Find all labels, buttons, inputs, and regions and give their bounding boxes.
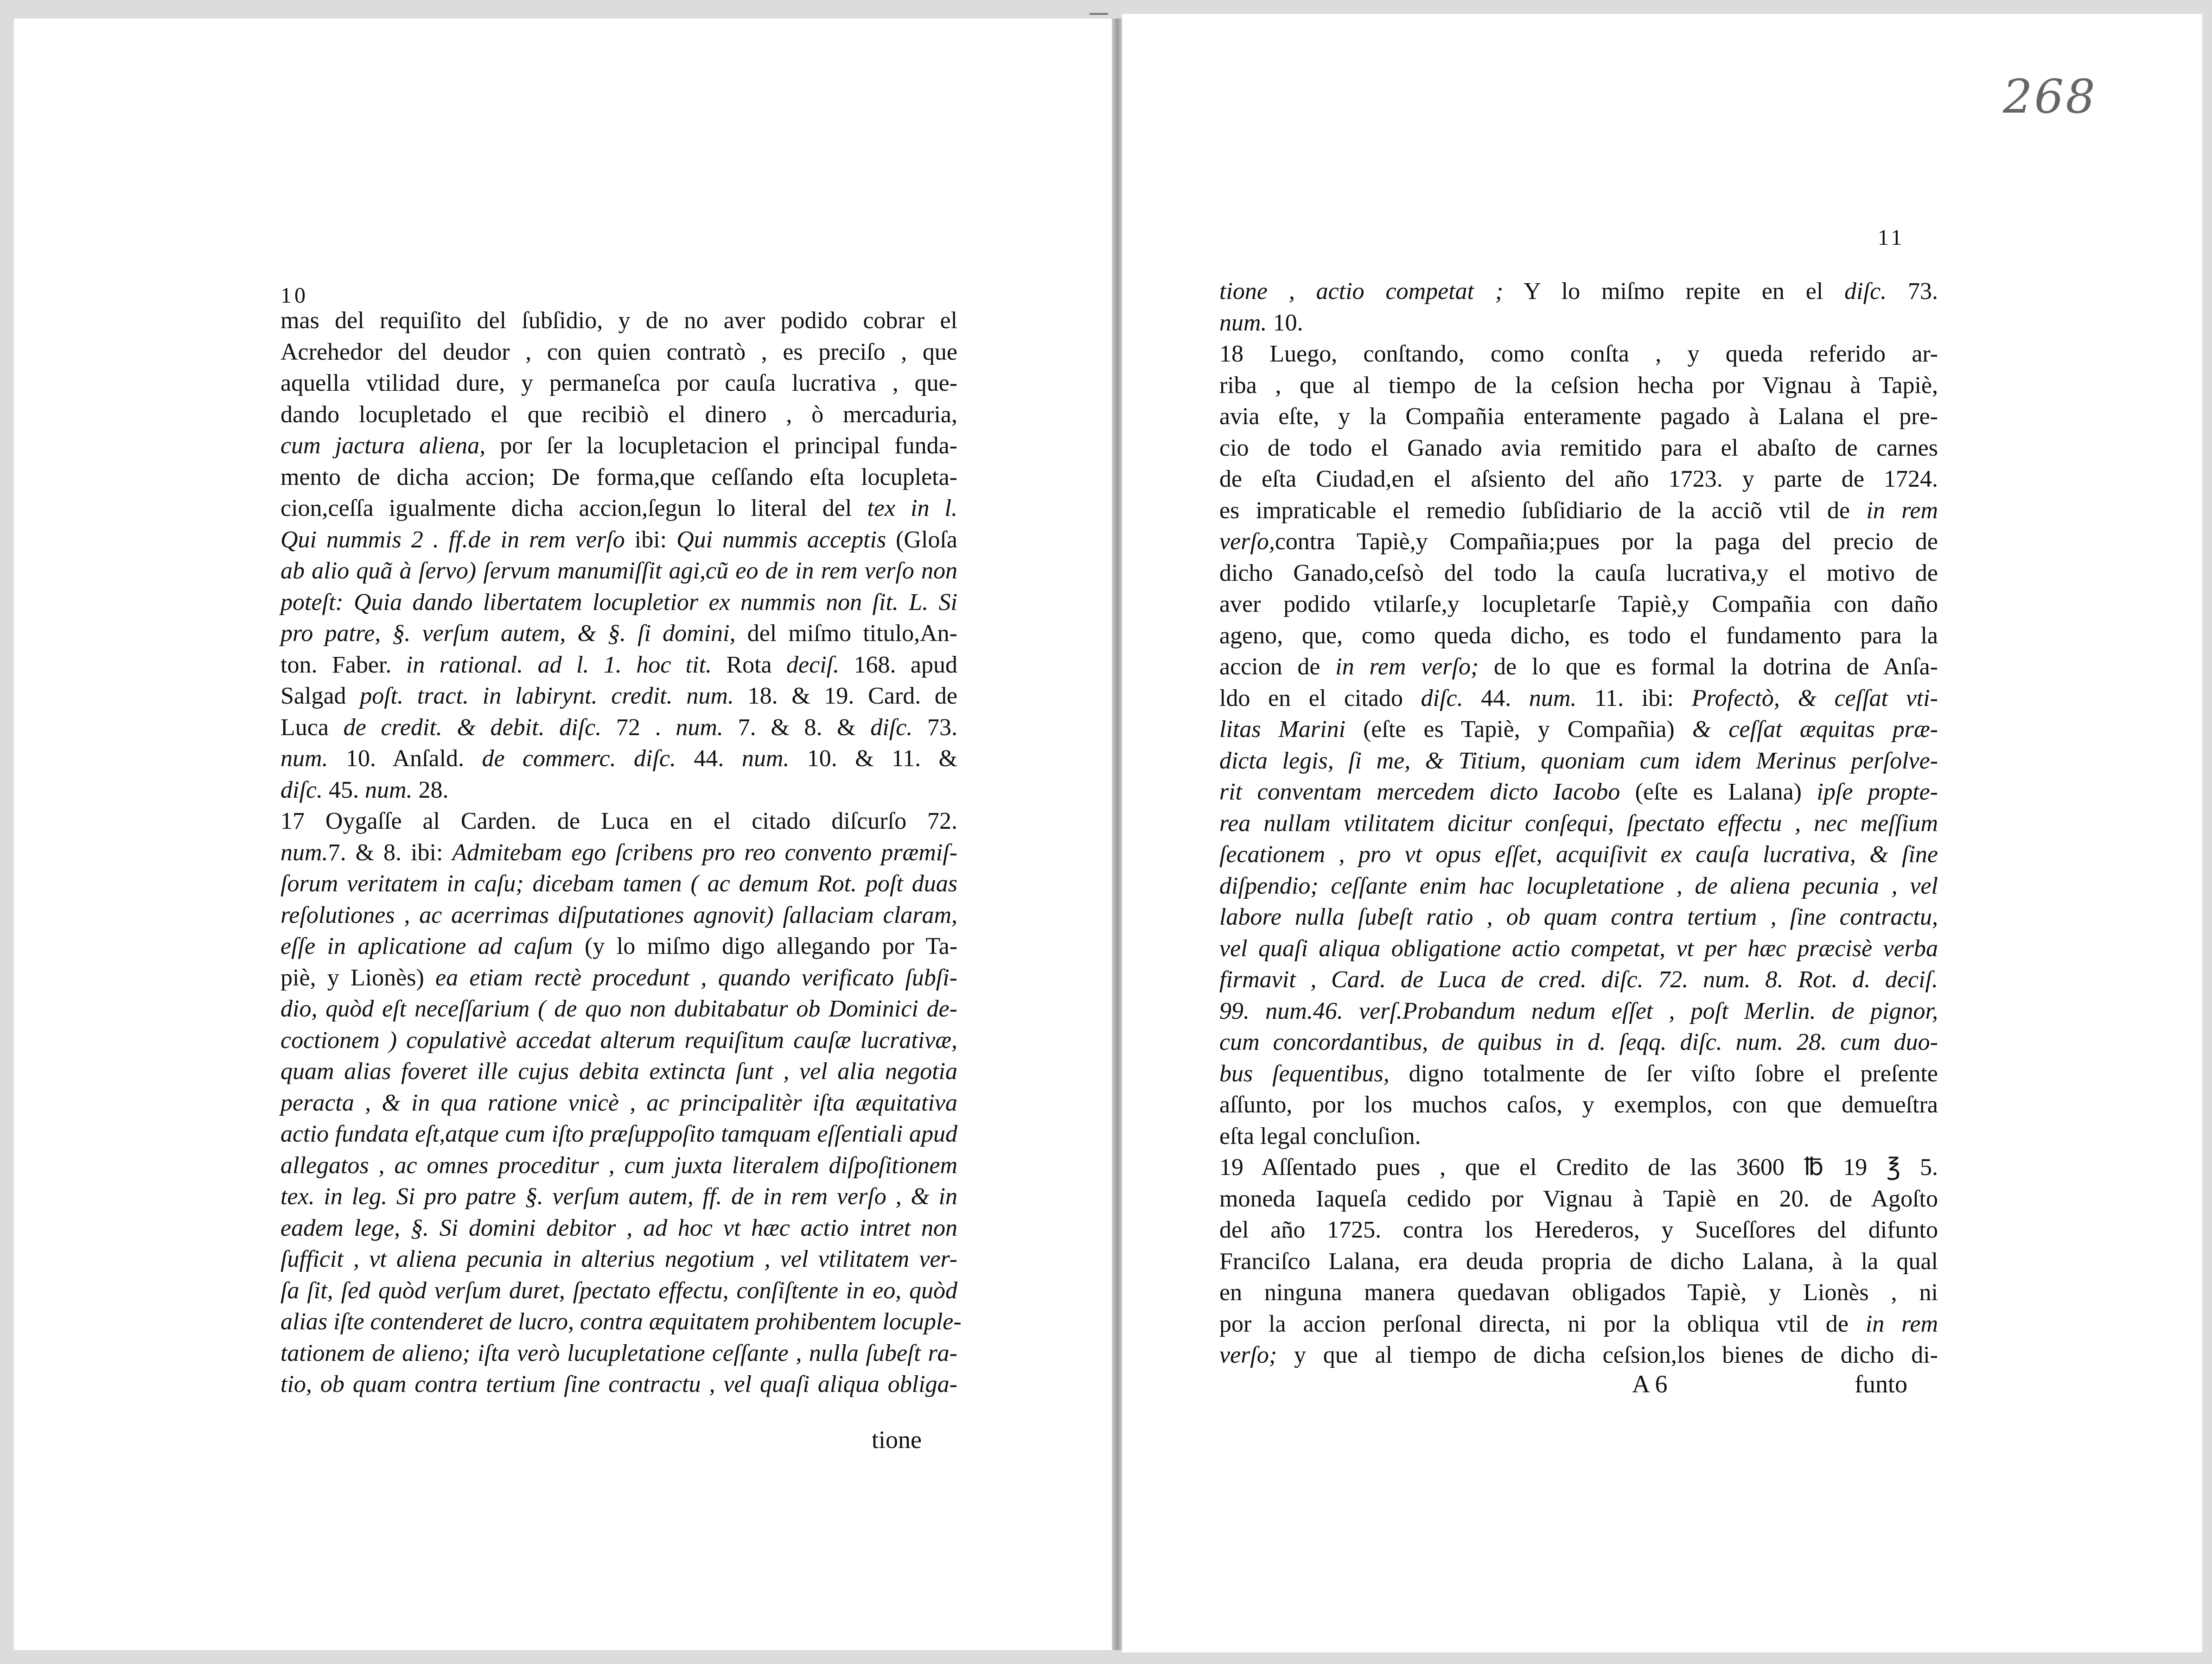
- text-line: [1219, 1214, 1938, 1246]
- italic-text-segment: diſc.: [870, 714, 913, 741]
- text-line: [1219, 1340, 1938, 1371]
- text-segment: moneda Iaqueſa cedido por Vignau à Tapiè en 20. de Agoſto: [1219, 1185, 1938, 1212]
- italic-text-segment: coctionem ) copulativè accedat alterum requiſitum cauſæ lucrativæ,: [280, 1027, 957, 1054]
- italic-text-segment: cum jactura aliena,: [280, 432, 486, 459]
- text-segment: 18 Luego, conſtando, como conſta , y queda referido ar-: [1219, 341, 1938, 367]
- text-line: [1219, 1121, 1938, 1152]
- text-segment: piè, y Lionès): [280, 964, 436, 991]
- italic-text-segment: bus ſequentibus,: [1219, 1060, 1390, 1087]
- text-line: [280, 618, 957, 649]
- left-catchword: tione: [872, 1426, 922, 1454]
- italic-text-segment: actio fundata eſt,atque cum iſto præſuppoſito tamquam eſſentiali apud: [280, 1121, 957, 1147]
- italic-text-segment: labore nulla ſubeſt ratio , ob quam contra tertium , ſine contractu,: [1219, 904, 1938, 930]
- text-segment: (eſte es Tapiè, y Compañia): [1345, 716, 1692, 743]
- text-segment: 73.: [912, 714, 957, 741]
- text-line: [1219, 558, 1938, 589]
- text-segment: 7. & 8. &: [723, 714, 871, 741]
- italic-text-segment: ſa ſit, ſed quòd verſum duret, ſpectato effectu, conſiſtente in eo, quòd: [280, 1277, 957, 1304]
- text-segment: es impraticable el remedio ſubſidiario de la acciõ vtil de: [1219, 497, 1867, 524]
- text-segment: y que al tiempo de dicha ceſsion,los bienes de dicho di-: [1277, 1342, 1938, 1368]
- text-line: [1219, 996, 1938, 1027]
- italic-text-segment: firmavit , Card. de Luca de cred. diſc. 72. num. 8. Rot. d. deciſ.: [1219, 966, 1938, 993]
- text-line: [280, 493, 957, 524]
- italic-text-segment: Qui nummis acceptis: [676, 526, 886, 553]
- italic-text-segment: litas Marini: [1219, 716, 1346, 743]
- text-segment: en ninguna manera quedavan obligados Tapiè, y Lionès , ni: [1219, 1279, 1938, 1306]
- text-segment: aver podido vtilarſe,y locupletarſe Tapiè,y Compañia con daño: [1219, 591, 1938, 617]
- text-segment: [476, 558, 483, 584]
- text-segment: (Gloſa: [886, 526, 958, 553]
- text-line: [280, 1087, 957, 1119]
- text-line: [280, 680, 957, 712]
- italic-text-segment: in rem verſo;: [1335, 654, 1479, 680]
- text-line: [1219, 776, 1938, 808]
- text-line: [280, 1056, 957, 1087]
- text-line: [1219, 1089, 1938, 1121]
- text-line: [1219, 370, 1938, 401]
- italic-text-segment: num.: [280, 839, 328, 866]
- text-line: [280, 555, 957, 587]
- text-segment: por la accion perſonal directa, ni por la obliqua vtil de: [1219, 1310, 1866, 1337]
- text-line: [280, 868, 957, 900]
- italic-text-segment: tio, ob quam contra tertium ſine contractu , vel quaſi aliqua obliga-: [280, 1371, 957, 1397]
- text-segment: 72 .: [601, 714, 676, 741]
- italic-text-segment: poteſt: Quia dando libertatem locupletior ex nummis non ſit. L. Si: [280, 589, 957, 616]
- italic-text-segment: diſc.: [280, 776, 323, 803]
- text-segment: de eſta Ciudad,en el aſsiento del año 1723. y parte de 1724.: [1219, 466, 1938, 492]
- italic-text-segment: vel quaſi aliqua obligatione actio competat, vt per hæc præcisè verba: [1219, 935, 1938, 962]
- text-line: [280, 430, 957, 462]
- text-segment: 11. ibi:: [1576, 685, 1692, 711]
- text-segment: cion,ceſſa igualmente dicha accion,ſegun lo literal del: [280, 495, 867, 521]
- text-segment: Franciſco Lalana, era deuda propria de dicho Lalana, à la qual: [1219, 1248, 1938, 1275]
- text-line: [1219, 902, 1938, 933]
- text-segment: (y lo miſmo digo allegando por Ta-: [573, 933, 958, 959]
- text-line: [280, 462, 957, 493]
- text-line: [280, 1213, 957, 1244]
- text-line: [280, 1150, 957, 1181]
- italic-text-segment: in rem: [1865, 1310, 1938, 1337]
- text-line: [1219, 401, 1938, 432]
- text-segment: 45.: [322, 776, 365, 803]
- text-line: [280, 993, 957, 1025]
- text-segment: 73.: [1887, 278, 1938, 305]
- text-line: [280, 1275, 957, 1307]
- top-mark: [1090, 13, 1108, 15]
- text-segment: ageno, que, como queda dicho, es todo el fundamento para la: [1219, 622, 1938, 649]
- text-line: [1219, 714, 1938, 745]
- italic-text-segment: verſo;: [1219, 1342, 1277, 1368]
- italic-text-segment: & ceſſat æquitas præ-: [1692, 716, 1938, 743]
- text-line: [1219, 1027, 1938, 1058]
- italic-text-segment: ſufficit , vt aliena pecunia in alterius negotium , vel vtilitatem ver-: [280, 1246, 957, 1272]
- italic-text-segment: reſolutiones , ac acerrimas diſputationes agnovit) ſallaciam claram,: [280, 902, 957, 928]
- text-line: [1219, 526, 1938, 558]
- text-line: [1219, 651, 1938, 683]
- text-segment: de lo que es formal la dotrina de Anſa-: [1479, 654, 1938, 680]
- italic-text-segment: num.: [1529, 685, 1577, 711]
- text-segment: del año 1725. contra los Herederos, y Suceſſores del difunto: [1219, 1217, 1938, 1243]
- italic-text-segment: Admitebam ego ſcribens pro reo convento præmiſ-: [452, 839, 957, 866]
- text-line: [1219, 808, 1938, 839]
- italic-text-segment: poſt. tract. in labirynt. credit. num.: [360, 683, 734, 709]
- italic-text-segment: num.: [1219, 309, 1267, 336]
- text-segment: 168. apud: [839, 651, 957, 678]
- text-line: [280, 806, 957, 837]
- text-line: [1219, 307, 1938, 339]
- text-segment: Y lo miſmo repite en el: [1503, 278, 1845, 305]
- text-line: [280, 524, 957, 556]
- text-line: [1219, 495, 1938, 527]
- text-line: [280, 1181, 957, 1213]
- text-segment: Acrehedor del deudor , con quien contratò , es preciſo , que: [280, 338, 957, 365]
- italic-text-segment: num.: [676, 714, 723, 741]
- italic-text-segment: Qui nummis 2 . ff.de in rem verſo: [280, 526, 625, 553]
- text-segment: Rota: [712, 651, 787, 678]
- text-line: [1219, 464, 1938, 495]
- text-line: [1219, 1183, 1938, 1215]
- text-segment: ton. Faber.: [280, 651, 406, 678]
- italic-text-segment: peracta , & in qua ratione vnicè , ac principalitèr iſta æquitativa: [280, 1089, 957, 1116]
- text-line: [280, 962, 957, 994]
- italic-text-segment: tex. in leg. Si pro patre §. verſum autem, ff. de in rem verſo , & in: [280, 1183, 957, 1210]
- text-segment: 17 Oygaſſe al Carden. de Luca en el citado diſcurſo 72.: [280, 808, 957, 834]
- right-page-number: 11: [1878, 225, 1905, 250]
- text-segment: por ſer la locupletacion el principal funda-: [485, 432, 958, 459]
- text-segment: mas del requiſito del ſubſidio, y de no aver podido cobrar el: [280, 307, 957, 334]
- text-line: [1219, 1246, 1938, 1277]
- text-segment: aquella vtilidad dure, y permaneſca por cauſa lucrativa , que-: [280, 370, 957, 396]
- italic-text-segment: eſſe in aplicatione ad caſum: [280, 933, 573, 959]
- italic-text-segment: allegatos , ac omnes proceditur , cum juxta literalem diſpoſitionem: [280, 1152, 957, 1179]
- left-page: [14, 19, 1113, 1650]
- text-line: [1219, 276, 1938, 307]
- text-line: [1219, 620, 1938, 652]
- italic-text-segment: alias iſte contenderet de lucro, contra æquitatem prohibentem locuple-: [280, 1308, 962, 1335]
- text-segment: 10. & 11. &: [789, 745, 957, 772]
- text-segment: cio de todo el Ganado avia remitido para el abaſto de carnes: [1219, 434, 1938, 461]
- text-segment: contra Tapiè,y Compañia;pues por la paga del precio de: [1275, 528, 1938, 555]
- italic-text-segment: deciſ.: [786, 651, 840, 678]
- text-segment: avia eſte, y la Compañia enteramente pagado à Lalana el pre-: [1219, 403, 1938, 430]
- text-segment: riba , que al tiempo de la ceſsion hecha por Vignau à Tapiè,: [1219, 372, 1938, 399]
- italic-text-segment: de credit. & debit. diſc.: [343, 714, 602, 741]
- text-segment: 7. & 8. ibi:: [328, 839, 453, 866]
- handwritten-folio-number: 268: [2003, 70, 2097, 124]
- text-line: [280, 775, 957, 806]
- text-segment: 44.: [1463, 685, 1529, 711]
- italic-text-segment: eadem lege, §. Si domini debitor , ad hoc vt hæc actio intret non: [280, 1214, 957, 1241]
- text-line: [280, 587, 957, 618]
- italic-text-segment: pro patre, §. verſum autem, & §. ſi domini,: [280, 620, 736, 647]
- italic-text-segment: ipſe propte-: [1817, 779, 1938, 805]
- italic-text-segment: num.: [741, 745, 790, 772]
- text-line: [1219, 1058, 1938, 1090]
- italic-text-segment: quam alias foveret ille cujus debita extincta ſunt , vel alia negotia: [280, 1058, 957, 1085]
- italic-text-segment: rea nullam vtilitatem dicitur conſequi, ſpectato effectu , nec meſſium: [1219, 810, 1938, 837]
- text-line: [280, 1306, 962, 1338]
- text-line: [280, 1338, 957, 1369]
- text-segment: 10.: [1267, 309, 1303, 336]
- text-line: [1219, 870, 1938, 902]
- italic-text-segment: diſc.: [1844, 278, 1887, 305]
- italic-text-segment: Profectò, & ceſſat vti-: [1691, 685, 1938, 711]
- italic-text-segment: tationem de alieno; iſta verò lucupletatione ceſſante , nulla ſubeſt ra-: [280, 1340, 957, 1366]
- text-line: [280, 1369, 957, 1400]
- text-line: [1219, 933, 1938, 965]
- text-line: [280, 900, 957, 931]
- text-line: [1219, 1308, 1938, 1340]
- text-segment: del miſmo titulo,An-: [735, 620, 957, 647]
- italic-text-segment: tex in l.: [867, 495, 957, 521]
- italic-text-segment: tione , actio competat ;: [1219, 278, 1504, 305]
- text-line: [280, 837, 957, 869]
- text-line: [280, 337, 957, 368]
- italic-text-segment: rit conventam mercedem dicto Iacobo: [1219, 779, 1620, 805]
- italic-text-segment: diſpendio; ceſſante enim hac locupletatione , de aliena pecunia , vel: [1219, 872, 1938, 899]
- italic-text-segment: ſecationem , pro vt opus eſſet, acquiſivit ex cauſa lucrativa, & ſine: [1219, 841, 1938, 868]
- right-catchword: funto: [1855, 1370, 1907, 1398]
- text-line: [1219, 745, 1938, 777]
- italic-text-segment: ab alio quã à ſervo): [280, 558, 477, 584]
- text-segment: Luca: [280, 714, 344, 741]
- text-line: [1219, 338, 1938, 370]
- italic-text-segment: 99. num.46. verſ.Probandum nedum eſſet , poſt Merlin. de pignor,: [1219, 997, 1938, 1024]
- text-line: [280, 743, 957, 775]
- italic-text-segment: ſervum manumiſſit agi,cũ eo de in rem verſo non: [483, 558, 958, 584]
- italic-text-segment: num.: [280, 745, 328, 772]
- text-line: [1219, 964, 1938, 996]
- text-line: [280, 368, 957, 399]
- text-line: [1219, 683, 1938, 714]
- italic-text-segment: cum concordantibus, de quibus in d. ſeqq. diſc. num. 28. cum duo-: [1219, 1029, 1938, 1055]
- text-line: [280, 649, 957, 681]
- text-line: [280, 1244, 957, 1275]
- text-segment: mento de dicha accion; De forma,que ceſſando eſta locupleta-: [280, 464, 957, 490]
- text-segment: 18. & 19. Card. de: [733, 683, 957, 709]
- text-segment: digno totalmente de ſer viſto ſobre el preſente: [1389, 1060, 1938, 1087]
- text-segment: accion de: [1219, 654, 1336, 680]
- text-line: [280, 305, 957, 337]
- text-line: [1219, 432, 1938, 464]
- text-line: [1219, 839, 1938, 870]
- text-segment: eſta legal concluſion.: [1219, 1123, 1421, 1150]
- italic-text-segment: ſorum veritatem in caſu; dicebam tamen ( ac demum Rot. poſt duas: [280, 870, 957, 897]
- text-segment: dando locupletado el que recibiò el dinero , ò mercaduria,: [280, 401, 957, 428]
- italic-text-segment: ea etiam rectè procedunt , quando verificato ſubſi-: [435, 964, 957, 991]
- italic-text-segment: diſc.: [1421, 685, 1463, 711]
- right-page-body: [1219, 276, 1938, 1371]
- text-line: [280, 399, 957, 431]
- left-page-number: 10: [280, 283, 308, 308]
- italic-text-segment: de commerc. diſc.: [482, 745, 676, 772]
- text-segment: dicho Ganado,ceſsò del todo la cauſa lucrativa,y el motivo de: [1219, 559, 1938, 586]
- text-line: [280, 712, 957, 743]
- right-page: [1122, 14, 2202, 1652]
- text-segment: Salgad: [280, 683, 360, 709]
- italic-text-segment: in rem: [1866, 497, 1938, 524]
- signature-mark: A 6: [1632, 1370, 1668, 1398]
- text-line: [1219, 1152, 1938, 1183]
- italic-text-segment: dio, quòd eſt neceſſarium ( de quo non dubitabatur ob Dominici de-: [280, 996, 957, 1022]
- text-segment: 28.: [412, 776, 449, 803]
- text-line: [280, 1025, 957, 1056]
- text-segment: (eſte es Lalana): [1620, 779, 1817, 805]
- text-segment: 19 Aſſentado pues , que el Credito de las 3600 ℔ 19 ℥ 5.: [1219, 1154, 1938, 1181]
- text-segment: ibi:: [625, 526, 677, 553]
- text-segment: 10. Anſald.: [328, 745, 482, 772]
- italic-text-segment: verſo,: [1219, 528, 1275, 555]
- text-segment: aſſunto, por los muchos caſos, y exemplos, con que demueſtra: [1219, 1092, 1938, 1118]
- italic-text-segment: num.: [364, 776, 413, 803]
- text-segment: 44.: [676, 745, 742, 772]
- italic-text-segment: dicta legis, ſi me, & Titium, quoniam cum idem Merinus perſolve-: [1219, 747, 1938, 774]
- text-segment: ldo en el citado: [1219, 685, 1421, 711]
- text-line: [280, 1118, 957, 1150]
- italic-text-segment: in rational. ad l. 1. hoc tit.: [406, 651, 712, 678]
- text-line: [1219, 1277, 1938, 1308]
- left-page-body: [280, 305, 962, 1400]
- text-line: [280, 931, 957, 962]
- text-line: [1219, 589, 1938, 620]
